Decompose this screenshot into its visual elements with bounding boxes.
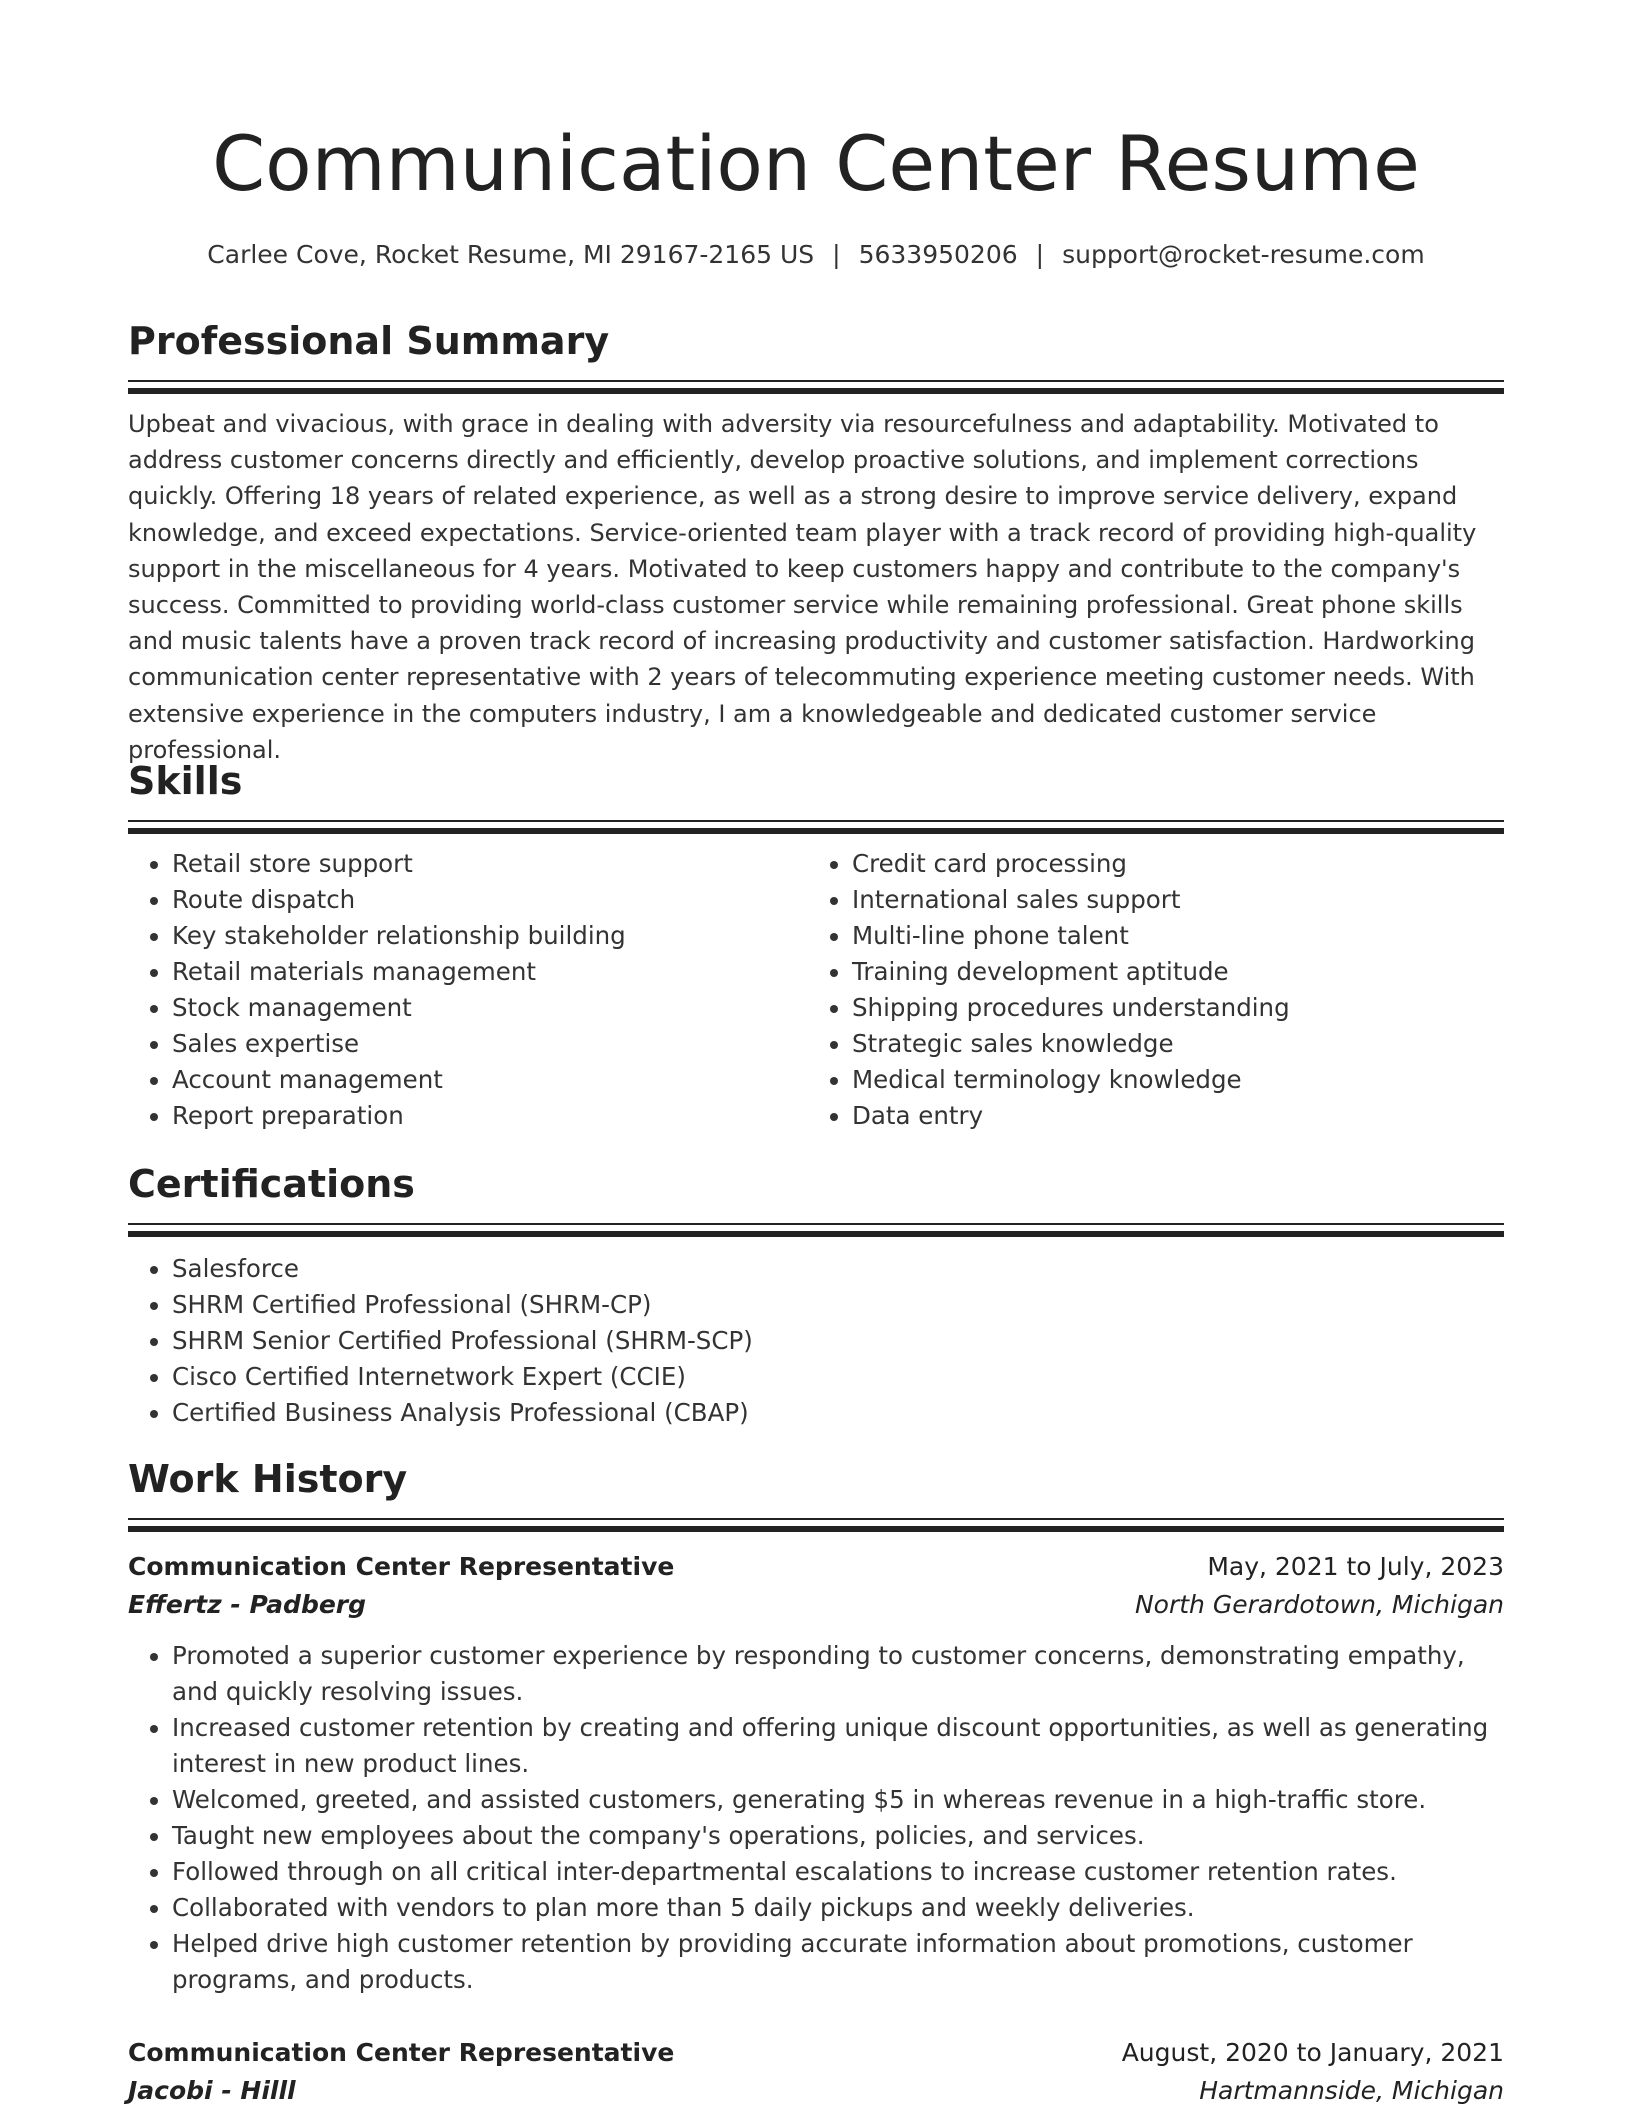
skills-column-right	[808, 846, 1488, 1134]
skill-item: • Stock management	[172, 990, 808, 1026]
work-history-section	[128, 1457, 1504, 2110]
section-divider	[128, 1526, 1504, 1532]
section-divider	[128, 1518, 1504, 1520]
summary-text: Upbeat and vivacious, with grace in dealing with adversity via resourcefulness and adaptability. Motivated to address customer concerns directly and efficiently, develop proactive solutions, and implement corrections quickly. Offering 18 years of related experience, as well as a strong desire to improve service delivery, expand knowledge, and exceed expectations. Service-oriented team player with a track record of providing high-quality support in the miscellaneous for 4 years. Motivated to keep customers happy and contribute to the company's success. Committed to providing world-class customer service while remaining professional. Great phone skills and music talents have a proven track record of increasing productivity and customer satisfaction. Hardworking communication center representative with 2 years of telecommuting experience meeting customer needs. With extensive experience in the computers industry, I am a knowledgeable and dedicated customer service professional.	[128, 410, 1477, 764]
section-divider	[128, 1231, 1504, 1237]
skills-list-right	[808, 846, 1488, 1134]
skill-item: • Retail store support	[172, 846, 808, 882]
job-bullets	[128, 1638, 1504, 1998]
job-header-row	[128, 1548, 1504, 1586]
contact-address: Carlee Cove, Rocket Resume, MI 29167-2165 US	[207, 240, 815, 269]
contact-phone: 5633950206	[858, 240, 1018, 269]
skill-item: • Strategic sales knowledge	[852, 1026, 1488, 1062]
skill-item: • International sales support	[852, 882, 1488, 918]
skill-item: • Training development aptitude	[852, 954, 1488, 990]
skill-item: • Retail materials management	[172, 954, 808, 990]
job-bullet: • Followed through on all critical inter-departmental escalations to increase customer retention rates.	[172, 1854, 1504, 1890]
skill-item: • Account management	[172, 1062, 808, 1098]
job-title: Communication Center Representative	[128, 2038, 675, 2067]
skill-item: • Report preparation	[172, 1098, 808, 1134]
job-subheader-row	[128, 1586, 1504, 1624]
contact-separator: |	[1035, 240, 1045, 269]
section-title-work-history: Work History	[128, 1457, 408, 1501]
skill-item: • Credit card processing	[852, 846, 1488, 882]
job-entry	[128, 1548, 1504, 1998]
job-title: Communication Center Representative	[128, 1552, 675, 1581]
section-divider	[128, 1223, 1504, 1225]
skill-item: • Sales expertise	[172, 1026, 808, 1062]
skills-section	[128, 759, 1504, 1134]
certification-item: • SHRM Certified Professional (SHRM-CP)	[172, 1287, 1504, 1323]
skills-list-left	[128, 846, 808, 1134]
section-divider	[128, 828, 1504, 834]
job-entry	[128, 2034, 1504, 2110]
certification-item: • Cisco Certified Internetwork Expert (CCIE)	[172, 1359, 1504, 1395]
section-title-summary: Professional Summary	[128, 319, 610, 363]
job-bullet: • Promoted a superior customer experience by responding to customer concerns, demonstrating empathy, and quickly resolving issues.	[172, 1638, 1504, 1710]
contact-separator: |	[832, 240, 841, 269]
skill-item: • Route dispatch	[172, 882, 808, 918]
certifications-section	[128, 1162, 1504, 1431]
job-bullet: • Welcomed, greeted, and assisted customers, generating $5 in whereas revenue in a high-traffic store.	[172, 1782, 1504, 1818]
certification-item: • Salesforce	[172, 1251, 1504, 1287]
skill-item: • Key stakeholder relationship building	[172, 918, 808, 954]
job-bullet: • Helped drive high customer retention by providing accurate information about promotions, customer programs, and products.	[172, 1926, 1504, 1998]
job-dates: May, 2021 to July, 2023	[1207, 1552, 1504, 1581]
job-company: Effertz - Padberg	[128, 1590, 367, 1619]
job-location: North Gerardotown, Michigan	[1134, 1590, 1504, 1619]
contact-line	[128, 240, 1504, 270]
job-company: Jacobi - Hilll	[128, 2076, 296, 2105]
section-divider	[128, 380, 1504, 382]
job-bullet: • Increased customer retention by creating and offering unique discount opportunities, as well as generating interest in new product lines.	[172, 1710, 1504, 1782]
skill-item: • Shipping procedures understanding	[852, 990, 1488, 1026]
certifications-list	[128, 1251, 1504, 1431]
certification-item: • Certified Business Analysis Professional (CBAP)	[172, 1395, 1504, 1431]
resume-title: Communication Center Resume	[212, 119, 1420, 208]
skill-item: • Data entry	[852, 1098, 1488, 1134]
skills-column-left	[128, 846, 808, 1134]
section-divider	[128, 388, 1504, 394]
section-title-skills: Skills	[128, 759, 243, 803]
contact-email: support@rocket-resume.com	[1062, 240, 1425, 269]
summary-section	[128, 319, 1504, 768]
job-header-row	[128, 2034, 1504, 2072]
skills-columns	[128, 846, 1504, 1134]
skill-item: • Multi-line phone talent	[852, 918, 1488, 954]
job-location: Hartmannside, Michigan	[1199, 2076, 1504, 2105]
section-divider	[128, 820, 1504, 822]
job-subheader-row	[128, 2072, 1504, 2110]
job-bullet: • Collaborated with vendors to plan more than 5 daily pickups and weekly deliveries.	[172, 1890, 1504, 1926]
section-title-certifications: Certifications	[128, 1162, 415, 1206]
certification-item: • SHRM Senior Certified Professional (SHRM-SCP)	[172, 1323, 1504, 1359]
job-dates: August, 2020 to January, 2021	[1121, 2038, 1504, 2067]
job-bullet: • Taught new employees about the company's operations, policies, and services.	[172, 1818, 1504, 1854]
skill-item: • Medical terminology knowledge	[852, 1062, 1488, 1098]
